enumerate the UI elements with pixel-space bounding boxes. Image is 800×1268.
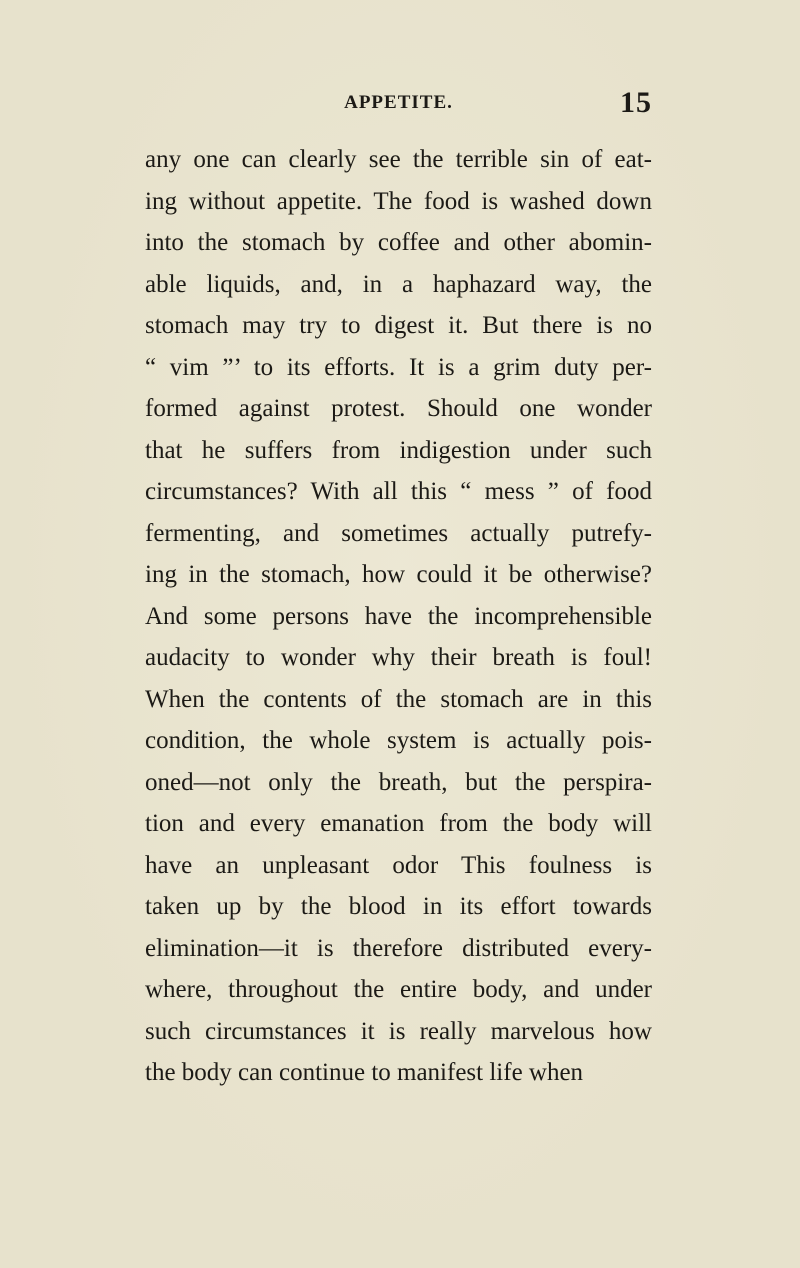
text-line: into the stomach by coffee and other abomin- xyxy=(145,229,652,256)
text-line: condition, the whole system is actually pois- xyxy=(145,727,652,754)
text-line: the body can continue to manifest life when xyxy=(145,1059,584,1086)
text-line: formed against protest. Should one wonder xyxy=(145,395,652,422)
text-line: that he suffers from indigestion under such xyxy=(145,436,652,464)
text-line: oned—not only the breath, but the perspira- xyxy=(145,768,652,796)
text-line: where, throughout the entire body, and under xyxy=(145,976,652,1003)
text-line: “ vim ”’ to its efforts. It is a grim duty per- xyxy=(145,353,652,381)
text-line: And some persons have the incomprehensible xyxy=(145,602,652,630)
page-number: 15 xyxy=(620,86,652,119)
text-line: audacity to wonder why their breath is foul! xyxy=(145,644,652,671)
text-line: circumstances? With all this “ mess ” of food xyxy=(145,478,652,505)
text-line: able liquids, and, in a haphazard way, the xyxy=(145,270,652,298)
text-line: have an unpleasant odor This foulness is xyxy=(145,851,652,879)
text-line: stomach may try to digest it. But there is no xyxy=(145,312,652,339)
text-line: tion and every emanation from the body will xyxy=(145,810,652,837)
body-text xyxy=(145,139,652,1094)
text-line: taken up by the blood in its effort towards xyxy=(145,893,652,920)
text-line: When the contents of the stomach are in this xyxy=(145,685,652,713)
chapter-title: APPETITE. xyxy=(344,92,453,113)
running-header xyxy=(145,86,652,128)
text-line: ing in the stomach, how could it be otherwise? xyxy=(145,561,652,588)
text-line: ing without appetite. The food is washed down xyxy=(145,187,652,215)
text-line: elimination—it is therefore distributed every- xyxy=(145,934,652,962)
text-line: such circumstances it is really marvelous how xyxy=(145,1017,652,1045)
text-line: fermenting, and sometimes actually putrefy- xyxy=(145,519,652,547)
text-line: any one can clearly see the terrible sin of eat- xyxy=(145,146,652,173)
